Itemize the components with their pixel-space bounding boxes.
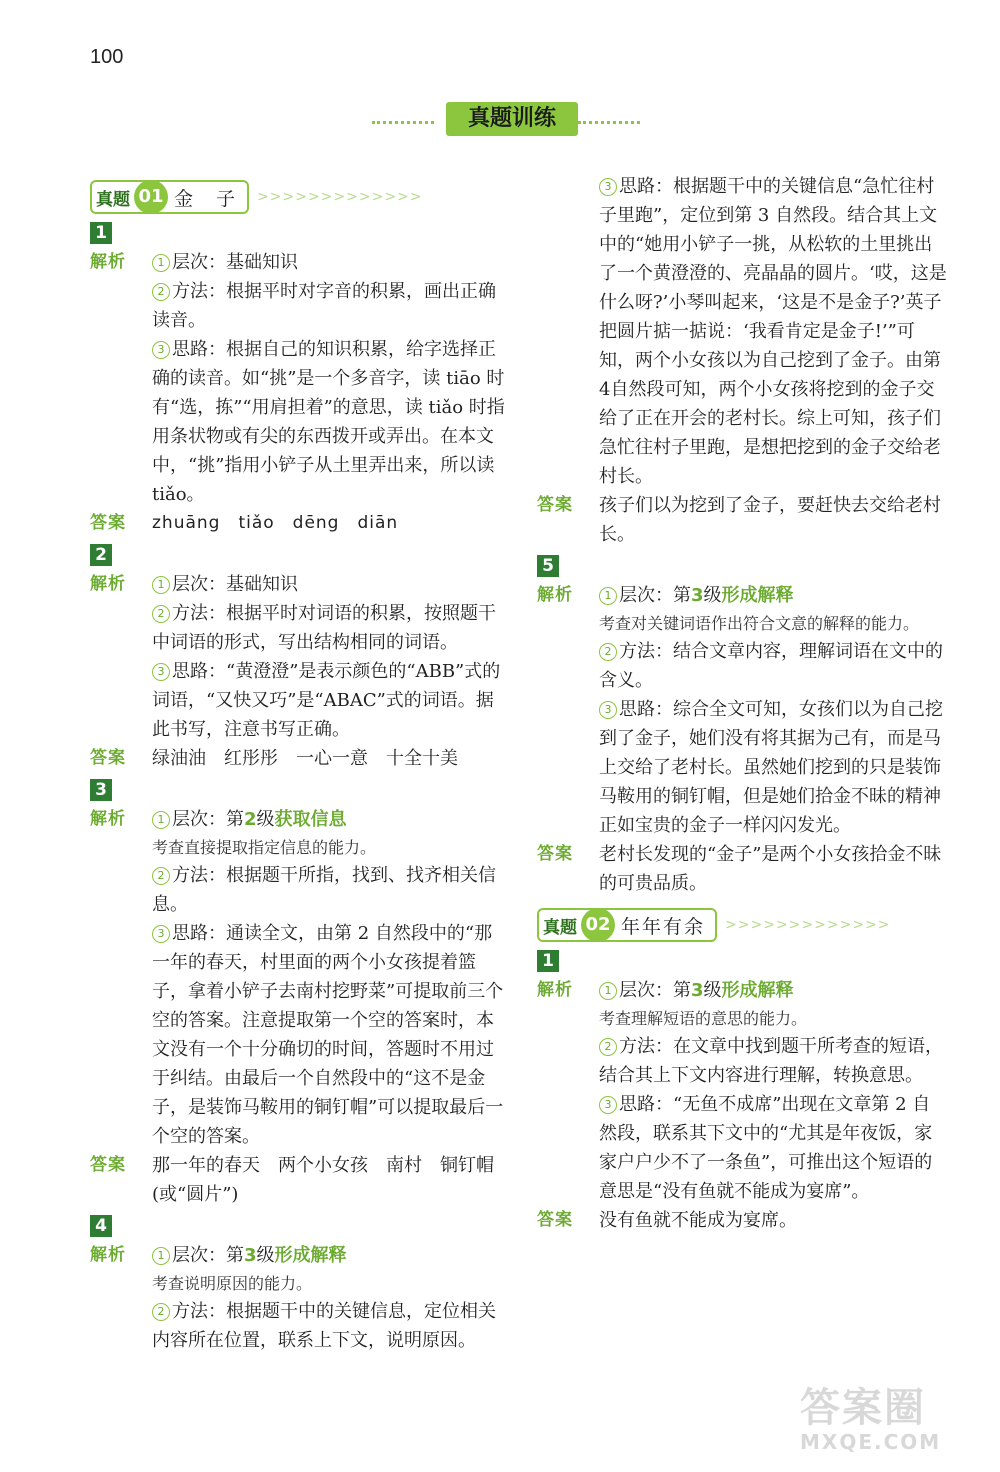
method-line: 方法：根据题干所指，找到、找齐相关信息。: [152, 865, 496, 915]
circle-2-icon: 2: [152, 283, 170, 301]
analysis-label: 解析: [90, 574, 126, 594]
section-name: 年年有余: [621, 915, 706, 938]
answer-text: 绿油油 红彤彤 一心一意 十全十美: [152, 748, 458, 769]
answer-text: zhuāng tiǎo dēng diān: [152, 513, 399, 533]
right-column: [537, 172, 947, 1235]
level-prefix: 层次：第: [619, 585, 691, 606]
left-column: [90, 178, 510, 1355]
level-description: 考查直接提取指定信息的能力。: [152, 838, 377, 857]
level-suffix: 级: [703, 980, 722, 1001]
analysis-label: 解析: [90, 1245, 126, 1265]
level-skill: 形成解释: [721, 980, 794, 1001]
arrow-decoration: >>>>>>>>>>>>>: [725, 917, 891, 933]
level-number: 3: [691, 980, 704, 1001]
analysis-label: 解析: [537, 585, 573, 605]
answer-block: [537, 1206, 947, 1235]
reasoning-line: 思路：综合全文可知，女孩们以为自己挖到了金子，她们没有将其据为己有，而是马上交给了老村长。虽然她们挖到的只是装饰马鞍用的铜钉帽，但是她们拾金不昧的精神正如宝贵的金子一样闪闪发光。: [599, 699, 943, 836]
answer-text: 孩子们以为挖到了金子，要赶快去交给老村长。: [599, 495, 941, 545]
question-number: 4: [90, 1215, 112, 1237]
reasoning-line: 思路：根据自己的知识积累，给字选择正确的读音。如“挑”是一个多音字，读 tiāo 时有“选，拣”“用肩担着”的意思，读 tiǎo 时指用条状物或有尖的东西拨开或弄出。在本文中，“挑”指用小铲子从土里弄出来，所以读 tiǎo。: [152, 339, 505, 505]
method-line: 方法：在文章中找到题干所考查的短语，结合其上下文内容进行理解，转换意思。: [599, 1036, 943, 1086]
header-title: 真题训练: [446, 102, 578, 136]
answer-label: 答案: [90, 748, 126, 768]
answer-block: [537, 491, 947, 549]
answer-block: [90, 509, 510, 538]
circle-2-icon: 2: [152, 1303, 170, 1321]
section-tag: [90, 180, 249, 214]
circle-2-icon: 2: [599, 1038, 617, 1056]
circle-1-icon: 1: [152, 576, 170, 594]
circle-3-icon: 3: [599, 701, 617, 719]
level-skill: 形成解释: [274, 1245, 347, 1266]
analysis-block: [90, 805, 510, 1151]
analysis-block: [537, 581, 947, 840]
level-skill: 获取信息: [274, 809, 347, 830]
watermark-url: MXQE.COM: [800, 1430, 942, 1454]
circle-3-icon: 3: [152, 663, 170, 681]
answer-label: 答案: [90, 1155, 126, 1175]
section-number: 01: [134, 180, 168, 214]
level-number: 2: [244, 809, 257, 830]
zhenti-label: 真题: [96, 189, 130, 210]
method-line: 方法：根据题干中的关键信息，定位相关内容所在位置，联系上下文，说明原因。: [152, 1301, 496, 1351]
level-description: 考查说明原因的能力。: [152, 1274, 313, 1293]
method-line: 方法：结合文章内容，理解词语在文中的含义。: [599, 641, 943, 691]
zhenti-label: 真题: [543, 917, 577, 938]
level-prefix: 层次：第: [619, 980, 691, 1001]
answer-text: 老村长发现的“金子”是两个小女孩拾金不昧的可贵品质。: [599, 844, 942, 894]
page-number: 100: [90, 46, 124, 68]
answer-label: 答案: [537, 844, 573, 864]
circle-1-icon: 1: [599, 982, 617, 1000]
question-number: 1: [90, 222, 112, 244]
circle-2-icon: 2: [152, 867, 170, 885]
level-line: 层次：基础知识: [172, 574, 298, 595]
section-name: 金 子: [174, 187, 238, 210]
circle-1-icon: 1: [152, 1247, 170, 1265]
circle-2-icon: 2: [152, 605, 170, 623]
circle-3-icon: 3: [599, 178, 617, 196]
answer-block: [537, 840, 947, 898]
reasoning-line: 思路：根据题干中的关键信息“急忙往村子里跑”，定位到第 3 自然段。结合其上文中的“她用小铲子一挑，从松软的土里挑出了一个黄澄澄的、亮晶晶的圆片。‘哎，这是什么呀?’小琴叫起来，‘这是不是金子?’英子把圆片掂一掂说：‘我看肯定是金子!’”可知，两个小女孩以为自己挖到了金子。由第4自然段可知，两个小女孩将挖到的金子交给了正在开会的老村长。综上可知，孩子们急忙往村子里跑，是想把挖到的金子交给老村长。: [599, 176, 947, 487]
circle-3-icon: 3: [152, 925, 170, 943]
level-suffix: 级: [703, 585, 722, 606]
reasoning-line: 思路：通读全文，由第 2 自然段中的“那一年的春天，村里面的两个小女孩提着篮子，拿着小铲子去南村挖野菜”可提取前三个空的答案。注意提取第一个空的答案时，本文没有一个十分确切的时间，答题时不用过于纠结。由最后一个自然段中的“这不是金子，是装饰马鞍用的铜钉帽”可以提取最后一个空的答案。: [152, 923, 504, 1147]
level-prefix: 层次：第: [172, 1245, 244, 1266]
answer-block: [90, 744, 510, 773]
header-dots-right: [578, 121, 640, 124]
level-description: 考查理解短语的意思的能力。: [599, 1009, 808, 1028]
answer-label: 答案: [537, 1210, 573, 1230]
level-description: 考查对关键词语作出符合文意的解释的能力。: [599, 614, 920, 633]
section-tag: [537, 908, 717, 942]
question-number: 2: [90, 544, 112, 566]
section-number: 02: [581, 908, 615, 942]
analysis-block: [90, 248, 510, 509]
circle-1-icon: 1: [599, 587, 617, 605]
watermark-text: 答案圈: [800, 1385, 926, 1431]
circle-1-icon: 1: [152, 811, 170, 829]
method-line: 方法：根据平时对词语的积累，按照题干中词语的形式，写出结构相同的词语。: [152, 603, 496, 653]
watermark: [800, 1386, 972, 1456]
question-number: 5: [537, 555, 559, 577]
answer-label: 答案: [90, 513, 126, 533]
analysis-label: 解析: [90, 252, 126, 272]
circle-1-icon: 1: [152, 254, 170, 272]
method-line: 方法：根据平时对字音的积累，画出正确读音。: [152, 281, 496, 331]
level-skill: 形成解释: [721, 585, 794, 606]
circle-3-icon: 3: [152, 341, 170, 359]
header-dots-left: [372, 121, 434, 124]
level-prefix: 层次：第: [172, 809, 244, 830]
analysis-block: [537, 976, 947, 1206]
answer-label: 答案: [537, 495, 573, 515]
level-suffix: 级: [256, 1245, 275, 1266]
answer-block: [90, 1151, 510, 1209]
question-number: 3: [90, 779, 112, 801]
analysis-label: 解析: [90, 809, 126, 829]
analysis-block: [90, 1241, 510, 1355]
level-line: 层次：基础知识: [172, 252, 298, 273]
arrow-decoration: >>>>>>>>>>>>>: [257, 189, 423, 205]
question-number: 1: [537, 950, 559, 972]
exam-section-02: [537, 906, 947, 944]
answer-text: 那一年的春天 两个小女孩 南村 铜钉帽(或“圆片”): [152, 1155, 494, 1205]
circle-3-icon: 3: [599, 1096, 617, 1114]
answer-text: 没有鱼就不能成为宴席。: [599, 1210, 797, 1231]
exam-section-01: [90, 178, 510, 216]
circle-2-icon: 2: [599, 643, 617, 661]
analysis-label: 解析: [537, 980, 573, 1000]
reasoning-line: 思路：“黄澄澄”是表示颜色的“ABB”式的词语，“又快又巧”是“ABAC”式的词语。据此书写，注意书写正确。: [152, 661, 501, 740]
analysis-block: [90, 570, 510, 744]
level-suffix: 级: [256, 809, 275, 830]
analysis-continued: [537, 172, 947, 491]
level-number: 3: [691, 585, 704, 606]
reasoning-line: 思路：“无鱼不成席”出现在文章第 2 自然段，联系其下文中的“尤其是年夜饭，家家户户少不了一条鱼”，可推出这个短语的意思是“没有鱼就不能成为宴席”。: [599, 1094, 933, 1202]
level-number: 3: [244, 1245, 257, 1266]
section-header: [0, 100, 1000, 140]
